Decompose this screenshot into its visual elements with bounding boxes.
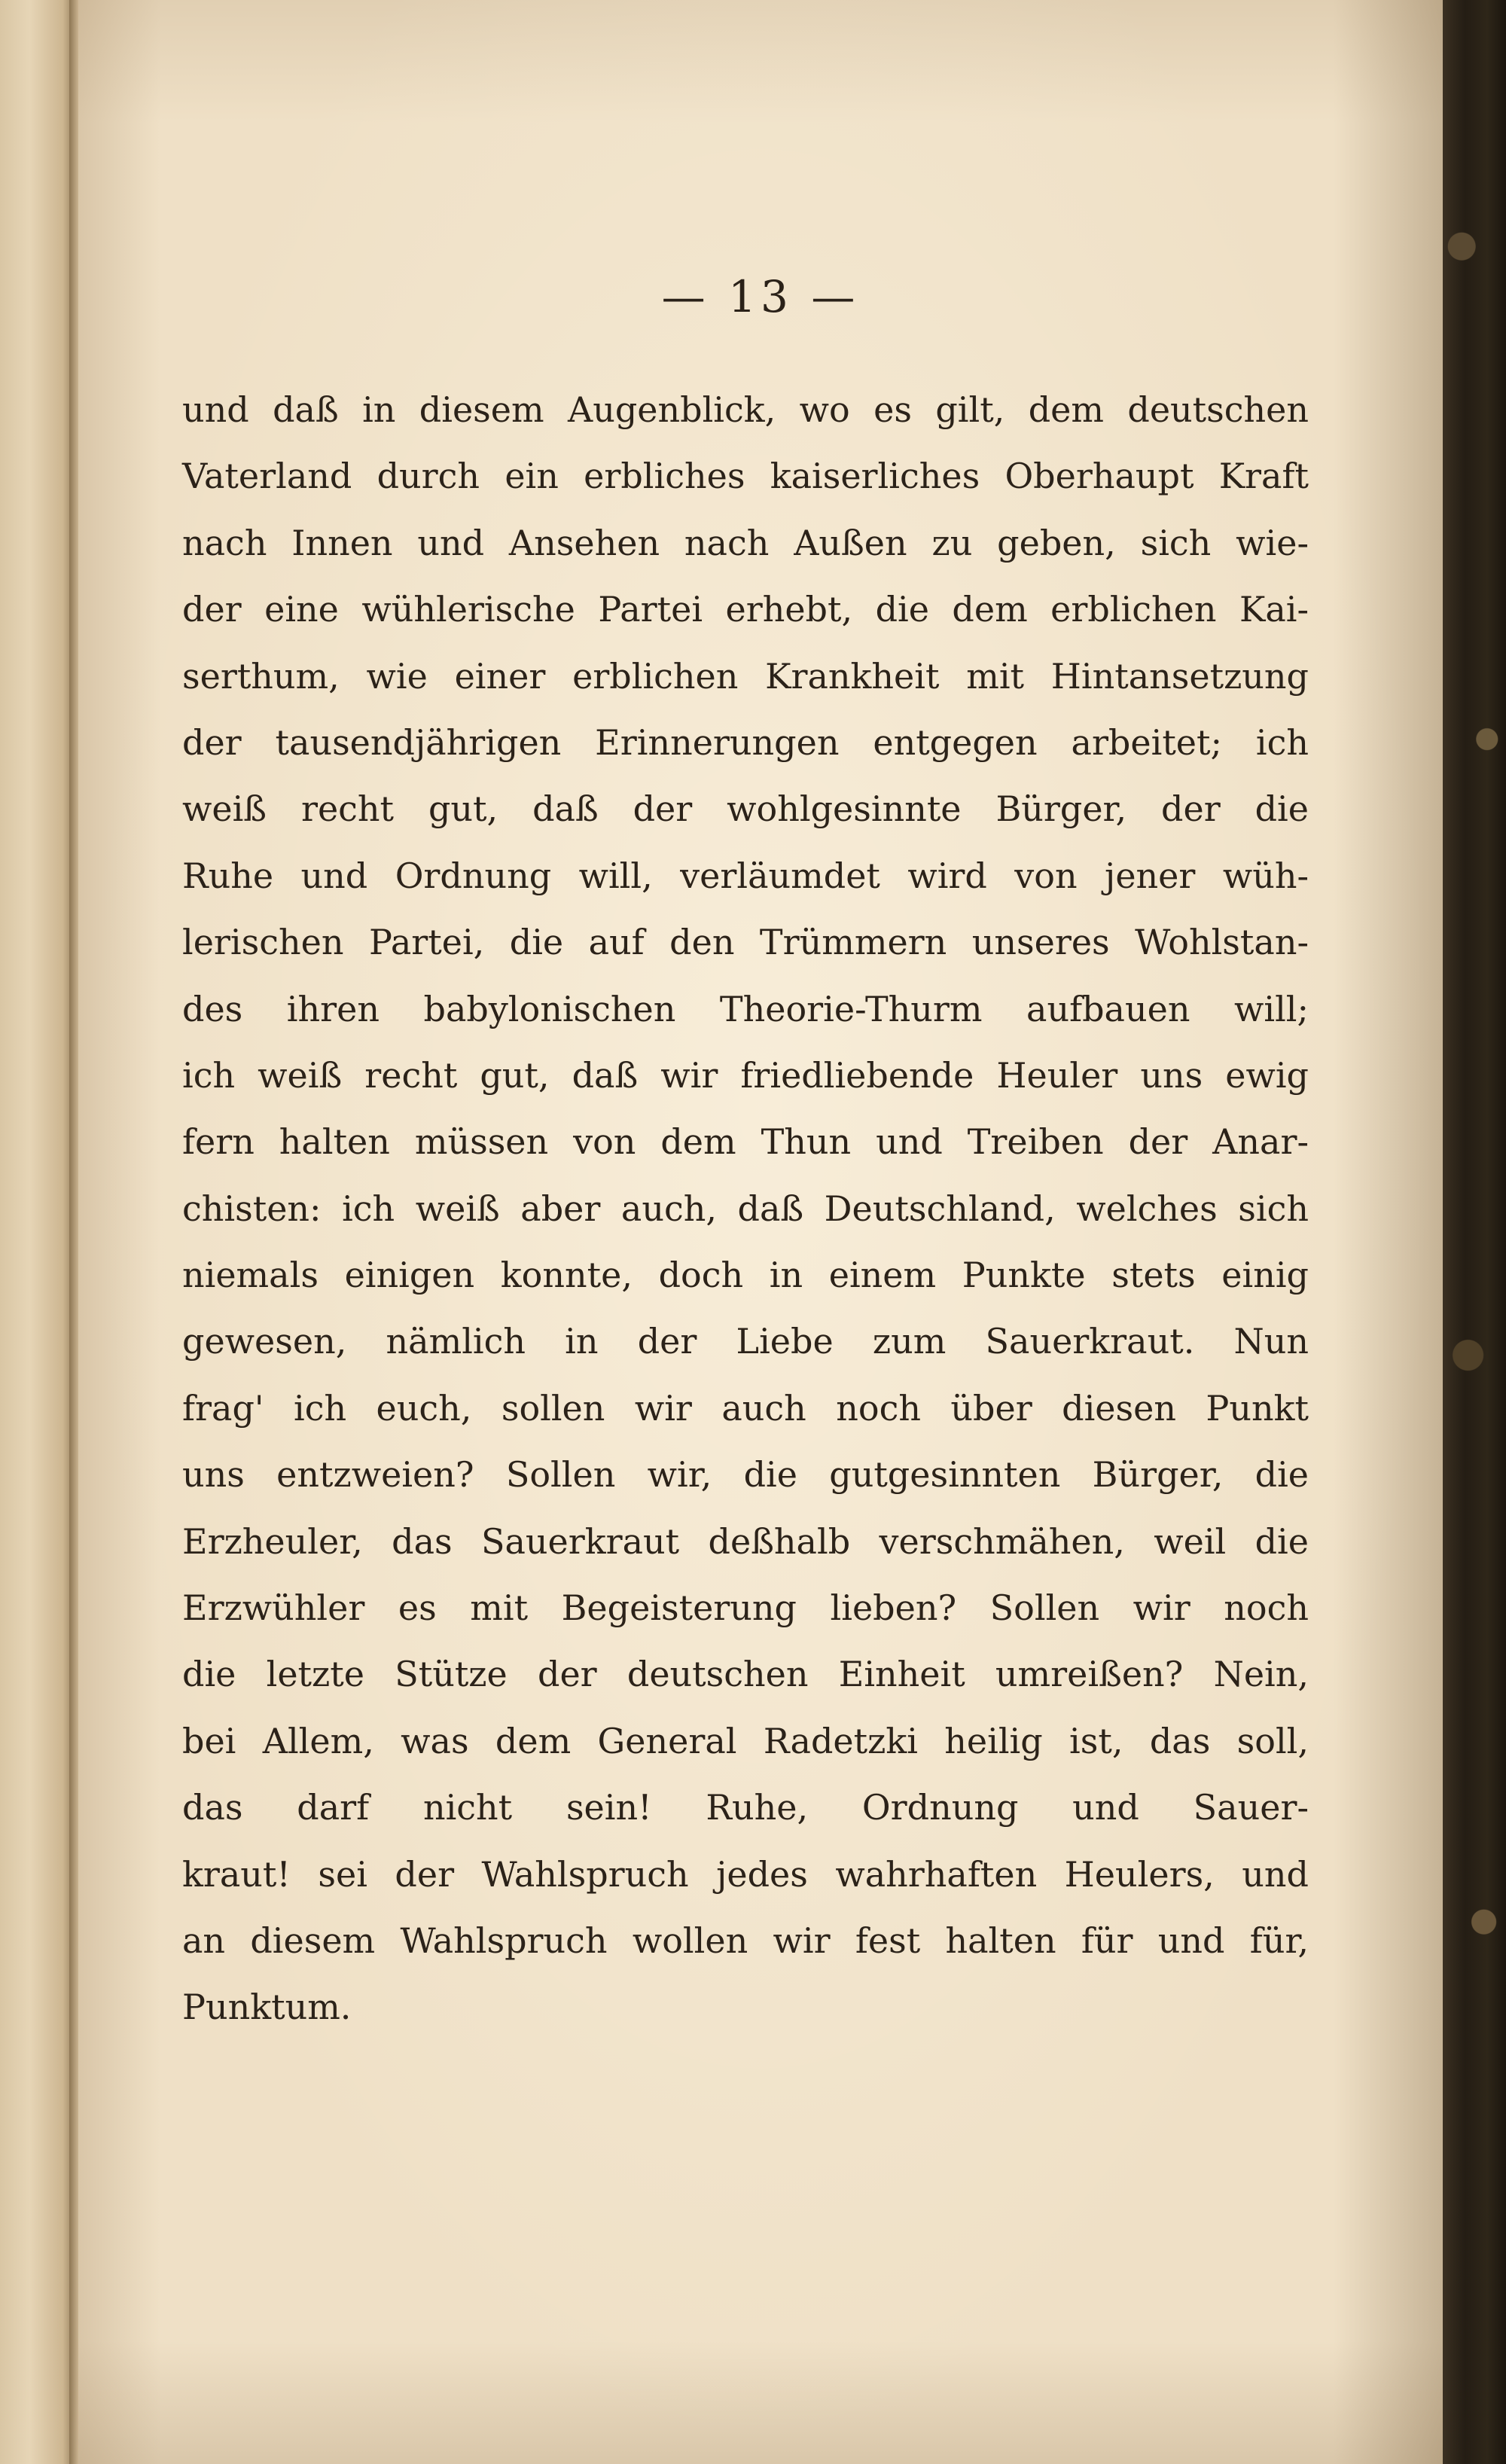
text-line: bei Allem, was dem General Radetzki heilig ist, das soll,	[182, 1720, 1309, 1761]
text-line: Ruhe und Ordnung will, verläumdet wird von jener wüh-	[182, 855, 1309, 896]
marbled-cover-board	[1443, 0, 1506, 2464]
text-line: das darf nicht sein! Ruhe, Ordnung und Sauer-	[182, 1787, 1309, 1828]
text-line: Erzheuler, das Sauerkraut deßhalb verschmähen, weil die	[182, 1520, 1309, 1562]
text-line: weiß recht gut, daß der wohlgesinnte Bürger, der die	[182, 788, 1309, 830]
text-line: Erzwühler es mit Begeisterung lieben? Sollen wir noch	[182, 1587, 1309, 1629]
text-line-final: Punktum.	[182, 1987, 352, 2028]
text-line: chisten: ich weiß aber auch, daß Deutschland, welches sich	[182, 1188, 1309, 1229]
text-line: gewesen, nämlich in der Liebe zum Sauerkraut. Nun	[182, 1321, 1309, 1362]
text-line: die letzte Stütze der deutschen Einheit umreißen? Nein,	[182, 1654, 1309, 1695]
text-line: kraut! sei der Wahlspruch jedes wahrhaften Heulers, und	[182, 1853, 1309, 1895]
text-line: der eine wühlerische Partei erhebt, die dem erblichen Kai-	[182, 589, 1309, 630]
text-line: lerischen Partei, die auf den Trümmern unseres Wohlstan-	[182, 922, 1309, 963]
text-line: ich weiß recht gut, daß wir friedliebende Heuler uns ewig	[182, 1054, 1309, 1096]
text-line: an diesem Wahlspruch wollen wir fest halten für und für,	[182, 1920, 1309, 1961]
text-line: des ihren babylonischen Theorie-Thurm aufbauen will;	[182, 988, 1309, 1029]
text-line: nach Innen und Ansehen nach Außen zu geben, sich wie-	[182, 522, 1309, 563]
text-line: fern halten müssen von dem Thun und Treiben der Anar-	[182, 1121, 1309, 1163]
body-text	[182, 377, 1309, 2041]
facing-page-edge	[0, 0, 74, 2464]
text-line: serthum, wie einer erblichen Krankheit mit Hintansetzung	[182, 655, 1309, 697]
text-line: und daß in diesem Augenblick, wo es gilt, dem deutschen	[182, 389, 1309, 430]
book-page	[78, 0, 1443, 2464]
text-line: uns entzweien? Sollen wir, die gutgesinnten Bürger, die	[182, 1454, 1309, 1496]
book-gutter	[69, 0, 78, 2464]
text-line: frag' ich euch, sollen wir auch noch über diesen Punkt	[182, 1387, 1309, 1429]
text-line: der tausendjährigen Erinnerungen entgegen arbeitet; ich	[182, 721, 1309, 763]
text-line: Vaterland durch ein erbliches kaiserliches Oberhaupt Kraft	[182, 456, 1309, 497]
page-number: — 13 —	[661, 271, 860, 322]
text-line: niemals einigen konnte, doch in einem Punkte stets einig	[182, 1255, 1309, 1296]
